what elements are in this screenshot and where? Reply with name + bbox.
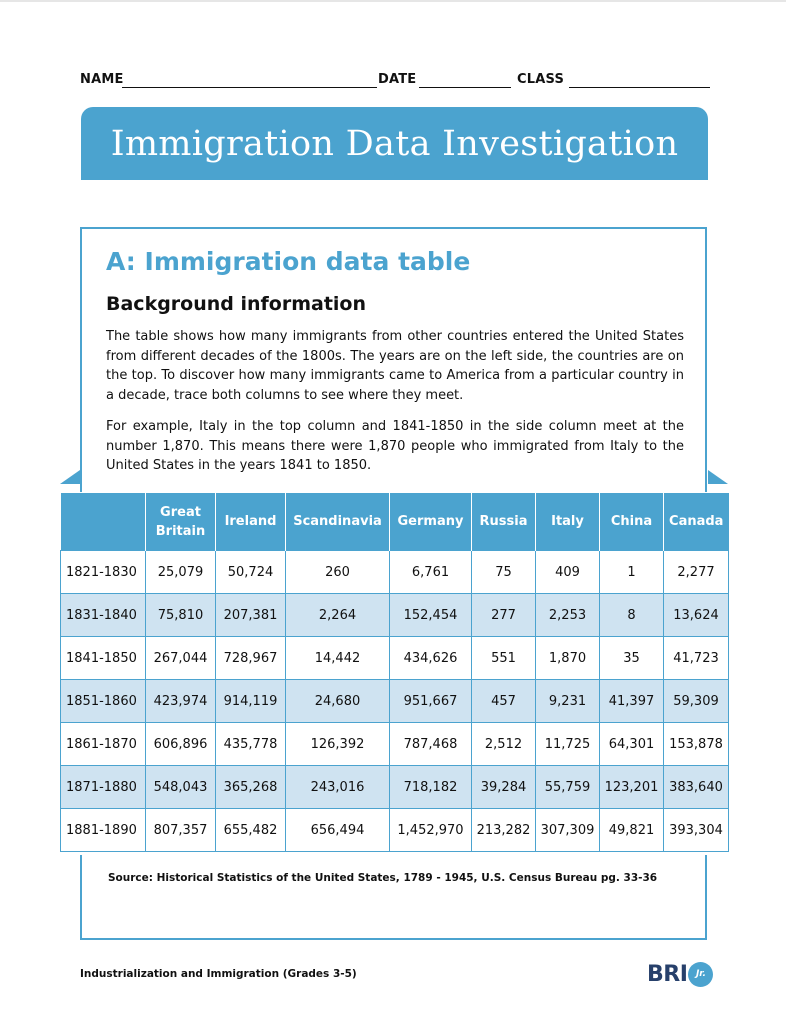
- decade-cell: 1851-1860: [61, 680, 146, 723]
- value-cell: 2,253: [536, 594, 600, 637]
- column-header: Russia: [472, 493, 536, 551]
- value-cell: 423,974: [146, 680, 216, 723]
- value-cell: 14,442: [286, 637, 390, 680]
- value-cell: 548,043: [146, 766, 216, 809]
- value-cell: 728,967: [216, 637, 286, 680]
- date-label: DATE: [378, 72, 417, 87]
- value-cell: 307,309: [536, 809, 600, 852]
- table-body: [61, 551, 729, 852]
- value-cell: 153,878: [664, 723, 729, 766]
- value-cell: 55,759: [536, 766, 600, 809]
- table-row: [61, 551, 729, 594]
- title-banner: [81, 107, 708, 180]
- value-cell: 39,284: [472, 766, 536, 809]
- column-header: Germany: [390, 493, 472, 551]
- table-corner-left: [60, 470, 80, 484]
- value-cell: 914,119: [216, 680, 286, 723]
- decade-cell: 1861-1870: [61, 723, 146, 766]
- table-row: [61, 809, 729, 852]
- page-title: Immigration Data Investigation: [110, 123, 679, 164]
- course-footer: Industrialization and Immigration (Grades 3-5): [80, 968, 357, 980]
- table-header-row: [61, 493, 729, 551]
- background-paragraph-1: The table shows how many immigrants from other countries entered the United States from different decades of the 1800s. The years are on the left side, the countries are on the top. To discover how many immigrants came to America from a particular country in a decade, trace both columns to see where they meet.: [106, 329, 684, 403]
- value-cell: 951,667: [390, 680, 472, 723]
- value-cell: 35: [600, 637, 664, 680]
- top-rule: [0, 0, 786, 2]
- value-cell: 8: [600, 594, 664, 637]
- value-cell: 1,870: [536, 637, 600, 680]
- bri-logo: [647, 959, 713, 989]
- class-field-line[interactable]: [569, 87, 710, 88]
- logo-badge: Jr.: [688, 962, 713, 987]
- column-header: China: [600, 493, 664, 551]
- column-header: Great Britain: [146, 493, 216, 551]
- table-row: [61, 594, 729, 637]
- value-cell: 123,201: [600, 766, 664, 809]
- value-cell: 434,626: [390, 637, 472, 680]
- value-cell: 457: [472, 680, 536, 723]
- value-cell: 787,468: [390, 723, 472, 766]
- value-cell: 1,452,970: [390, 809, 472, 852]
- table-row: [61, 637, 729, 680]
- name-field-line[interactable]: [122, 87, 377, 88]
- value-cell: 243,016: [286, 766, 390, 809]
- section-heading: A: Immigration data table: [106, 247, 471, 276]
- value-cell: 718,182: [390, 766, 472, 809]
- decade-cell: 1831-1840: [61, 594, 146, 637]
- value-cell: 59,309: [664, 680, 729, 723]
- value-cell: 383,640: [664, 766, 729, 809]
- value-cell: 75,810: [146, 594, 216, 637]
- value-cell: 260: [286, 551, 390, 594]
- value-cell: 41,723: [664, 637, 729, 680]
- decade-cell: 1871-1880: [61, 766, 146, 809]
- value-cell: 656,494: [286, 809, 390, 852]
- immigration-data-table: [60, 493, 729, 852]
- value-cell: 409: [536, 551, 600, 594]
- value-cell: 152,454: [390, 594, 472, 637]
- value-cell: 11,725: [536, 723, 600, 766]
- source-box: [80, 855, 707, 940]
- value-cell: 13,624: [664, 594, 729, 637]
- value-cell: 50,724: [216, 551, 286, 594]
- value-cell: 126,392: [286, 723, 390, 766]
- column-header: Canada: [664, 493, 729, 551]
- value-cell: 1: [600, 551, 664, 594]
- value-cell: 25,079: [146, 551, 216, 594]
- decade-cell: 1821-1830: [61, 551, 146, 594]
- class-label: CLASS: [517, 72, 565, 87]
- source-citation: Source: Historical Statistics of the United States, 1789 - 1945, U.S. Census Bureau pg. 33-36: [108, 872, 658, 884]
- value-cell: 435,778: [216, 723, 286, 766]
- value-cell: 2,264: [286, 594, 390, 637]
- value-cell: 393,304: [664, 809, 729, 852]
- header-corner-cell: [61, 493, 146, 551]
- value-cell: 2,277: [664, 551, 729, 594]
- table-row: [61, 723, 729, 766]
- background-paragraph-2: For example, Italy in the top column and 1841-1850 in the side column meet at the number 1,870. This means there were 1,870 people who immigrated from Italy to the United States in the years 1841 to 1850.: [106, 419, 684, 473]
- value-cell: 41,397: [600, 680, 664, 723]
- value-cell: 75: [472, 551, 536, 594]
- value-cell: 365,268: [216, 766, 286, 809]
- value-cell: 207,381: [216, 594, 286, 637]
- value-cell: 24,680: [286, 680, 390, 723]
- value-cell: 807,357: [146, 809, 216, 852]
- value-cell: 6,761: [390, 551, 472, 594]
- value-cell: 277: [472, 594, 536, 637]
- value-cell: 49,821: [600, 809, 664, 852]
- name-label: NAME: [80, 72, 124, 87]
- background-info-box: [80, 227, 707, 492]
- table-corner-right: [708, 470, 728, 484]
- background-heading: Background information: [106, 293, 367, 315]
- value-cell: 64,301: [600, 723, 664, 766]
- value-cell: 2,512: [472, 723, 536, 766]
- value-cell: 267,044: [146, 637, 216, 680]
- value-cell: 655,482: [216, 809, 286, 852]
- date-field-line[interactable]: [419, 87, 511, 88]
- value-cell: 551: [472, 637, 536, 680]
- table-row: [61, 680, 729, 723]
- table-row: [61, 766, 729, 809]
- value-cell: 213,282: [472, 809, 536, 852]
- column-header: Ireland: [216, 493, 286, 551]
- column-header: Scandinavia: [286, 493, 390, 551]
- column-header: Italy: [536, 493, 600, 551]
- logo-text: BRI: [647, 961, 688, 987]
- student-info-line: [80, 72, 710, 90]
- value-cell: 9,231: [536, 680, 600, 723]
- decade-cell: 1881-1890: [61, 809, 146, 852]
- decade-cell: 1841-1850: [61, 637, 146, 680]
- value-cell: 606,896: [146, 723, 216, 766]
